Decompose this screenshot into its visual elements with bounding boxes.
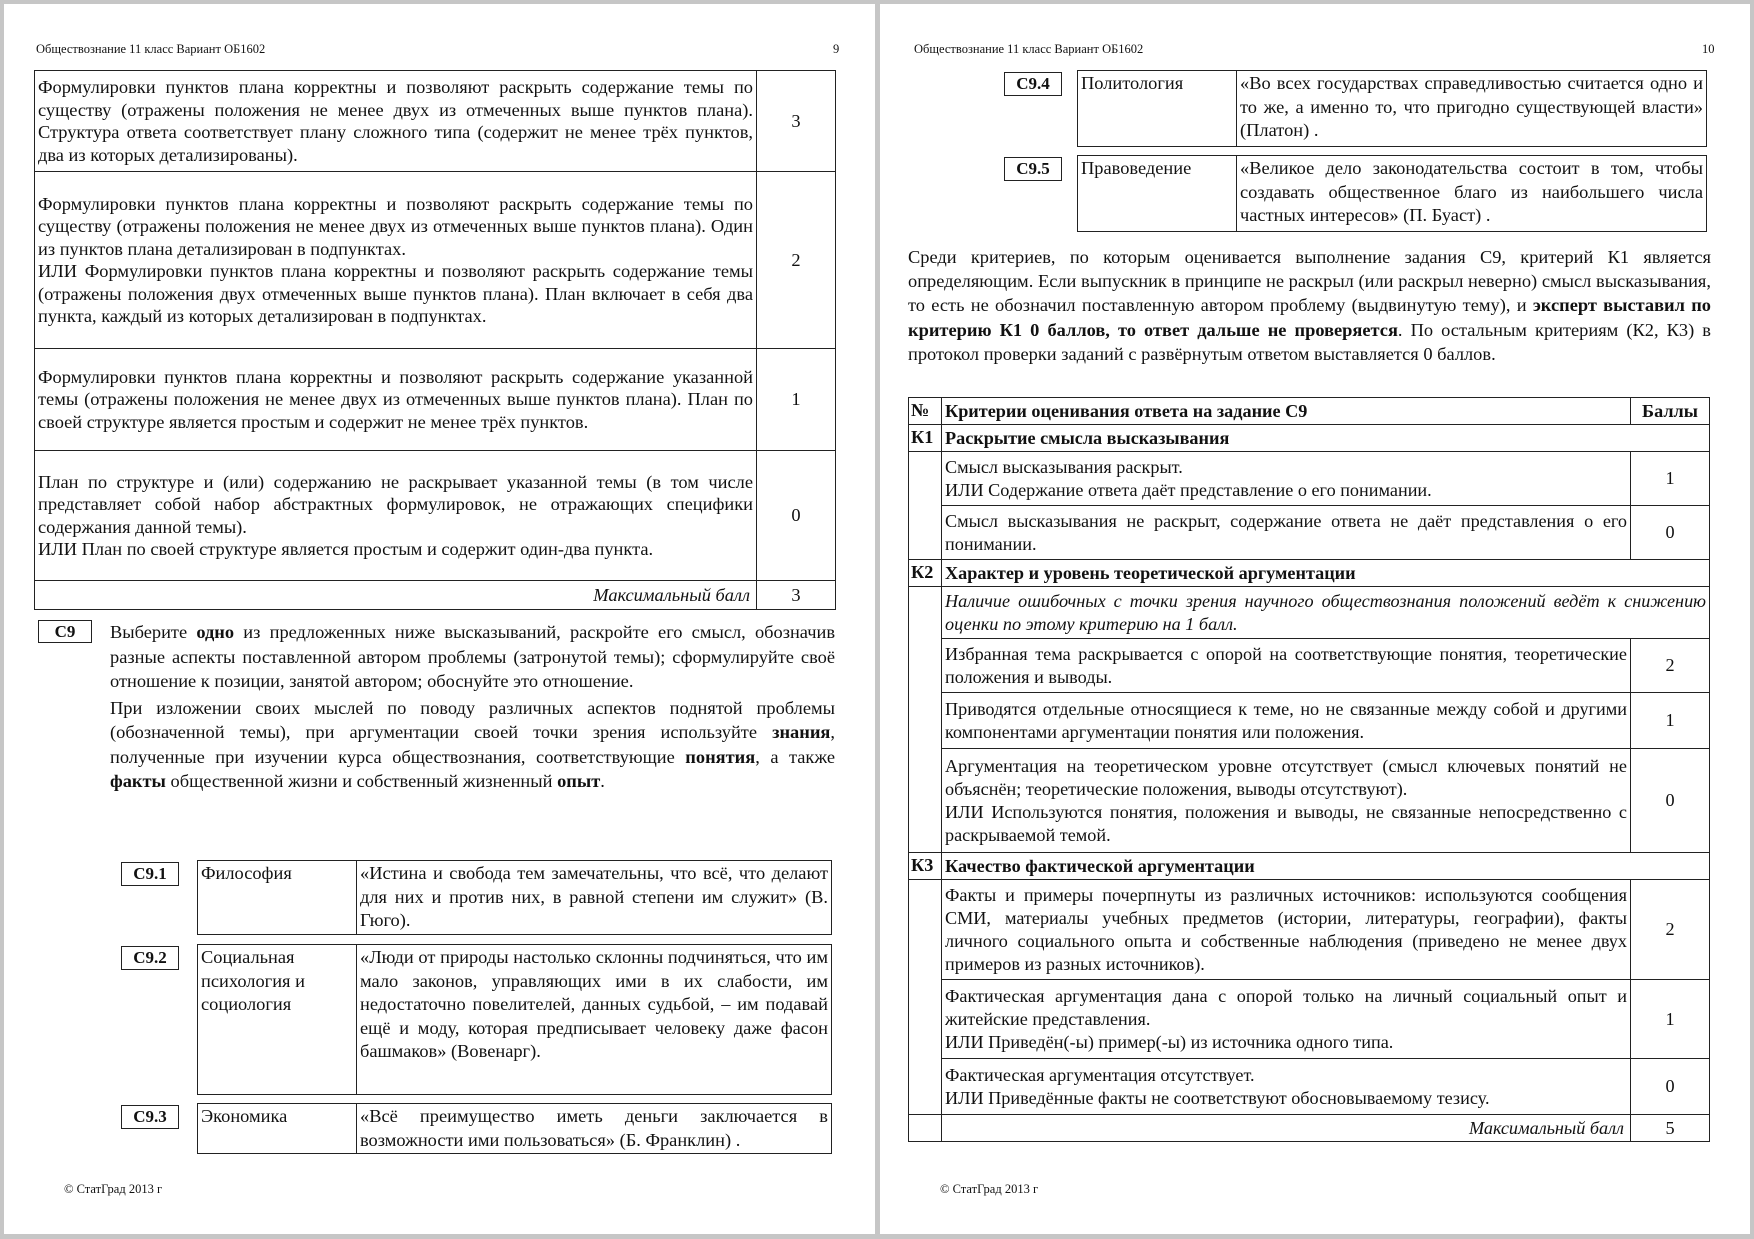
score-value: 0: [757, 451, 836, 581]
criteria-intro: Среди критериев, по которым оценивается выполнение задания С9, критерий К1 является определяющим. Если выпускник в принципе не раскрыл (или раскрыл неверно) смысл высказывания, то есть не обозначил поставленную автором проблему (выдвинутую тему), и эксперт выставил по критерию К1 0 баллов, то ответ дальше не проверяется. По остальным критериям (К2, К3) в протокол проверки заданий с развёрнутым ответом выставляется 0 баллов.: [908, 247, 1711, 364]
col-header-points: Баллы: [1631, 398, 1710, 425]
criterion-row: [909, 880, 1710, 980]
criterion-note: Наличие ошибочных с точки зрения научного обществознания положений ведёт к снижению оценки по этому критерию на 1 балл.: [942, 587, 1710, 639]
criterion-line: ИЛИ Содержание ответа даёт представление о его понимании.: [945, 479, 1432, 500]
score-row: [35, 349, 836, 451]
criterion-code: К2: [909, 560, 942, 587]
criterion-text: ИЛИ Формулировки пунктов плана корректны и позволяют раскрыть содержание темы (отражены положения двух отмеченных выше пунктов плана). План включает в себя два пункта, каждый из которых детализирован в подпунктах.: [38, 261, 753, 326]
score-value: 1: [1631, 980, 1710, 1059]
criterion-section-row: [909, 853, 1710, 880]
score-row: [35, 172, 836, 349]
quote-table: [197, 944, 832, 1095]
criterion-row: [909, 639, 1710, 693]
criterion-row: [909, 749, 1710, 853]
quote-code: С9.4: [1004, 72, 1062, 96]
quote-field: Социальная психология и социология: [198, 945, 357, 1095]
task-paragraph-1: Выберите одно из предложенных ниже высказываний, раскройте его смысл, обозначив разные аспекты поставленной автором проблемы (затронутой темы); сформулируйте своё отношение к позиции, занятой автором; обоснуйте это отношение.: [110, 622, 836, 691]
page-footer: © СтатГрад 2013 г: [64, 1182, 163, 1196]
quote-field: Философия: [198, 861, 357, 935]
quote-field: Политология: [1078, 71, 1237, 147]
criterion-row: [909, 693, 1710, 749]
score-row: [35, 71, 836, 172]
criterion-note-row: [909, 587, 1710, 639]
score-value: 2: [1631, 639, 1710, 693]
criterion-text: Формулировки пунктов плана корректны и позволяют раскрыть содержание указанной темы (отражены положения не менее двух из отмеченных выше пунктов плана). План по своей структуре является простым и содержит не менее трёх пунктов.: [38, 366, 753, 432]
quote-text: «Люди от природы настолько склонны подчиняться, что им мало законов, управляющих ими в их слабости, им недостаточно повелителей, данных судьбой, – им подавай ещё и моду, которая предписывает человеку даже фасон башмаков» (Вовенарг).: [357, 945, 832, 1095]
criterion-text: Формулировки пунктов плана корректны и позволяют раскрыть содержание темы по существу (отражены положения не менее двух из отмеченных выше пунктов плана). Структура ответа соответствует плану сложного типа (содержит не менее трёх пунктов, два из которых детализированы).: [38, 77, 753, 165]
quote-text: «Великое дело законодательства состоит в том, чтобы создавать общественное благо из наибольшего числа частных интересов» (П. Буаст) .: [1237, 156, 1707, 232]
criterion-code: К3: [909, 853, 942, 880]
task-instructions: [110, 620, 835, 794]
criterion-line: ИЛИ Приведённые факты не соответствуют обосновываемому тезису.: [945, 1087, 1490, 1108]
criterion-line: Факты и примеры почерпнуты из различных источников: используются сообщения СМИ, материалы учебных предметов (истории, литературы, географии), факты личного социального опыта и собственные наблюдения (приведено не менее двух примеров из разных источников).: [942, 880, 1631, 980]
criterion-title: Качество фактической аргументации: [942, 853, 1710, 880]
criterion-line: Аргументация на теоретическом уровне отсутствует (смысл ключевых понятий не объяснён; теоретические положения, выводы отсутствуют).: [945, 755, 1627, 799]
quote-field: Правоведение: [1078, 156, 1237, 232]
max-score-row: [35, 581, 836, 610]
quote-code: С9.2: [121, 946, 179, 970]
max-score-label: Максимальный балл: [942, 1115, 1631, 1142]
score-value: 2: [1631, 880, 1710, 980]
quote-field: Экономика: [198, 1104, 357, 1154]
quote-code: С9.3: [121, 1105, 179, 1129]
criteria-header-row: [909, 398, 1710, 425]
criterion-row: [909, 506, 1710, 560]
quote-text: «Всё преимущество иметь деньги заключается в возможности ими пользоваться» (Б. Франклин) .: [357, 1104, 832, 1154]
col-header-criteria: Критерии оценивания ответа на задание С9: [942, 398, 1631, 425]
criterion-title: Характер и уровень теоретической аргументации: [942, 560, 1710, 587]
criterion-line: Фактическая аргументация дана с опорой только на личный социальный опыт и житейские представления.: [945, 985, 1627, 1029]
page-footer: © СтатГрад 2013 г: [940, 1182, 1039, 1196]
score-value: 0: [1631, 1059, 1710, 1115]
score-value: 1: [1631, 452, 1710, 506]
criterion-line: Приводятся отдельные относящиеся к теме, но не связанные между собой и другими компонентами аргументации понятия или положения.: [942, 693, 1631, 749]
criterion-line: Фактическая аргументация отсутствует.: [945, 1064, 1255, 1085]
criterion-line: ИЛИ Приведён(-ы) пример(-ы) из источника одного типа.: [945, 1031, 1394, 1052]
criterion-section-row: [909, 560, 1710, 587]
criterion-row: [909, 980, 1710, 1059]
score-row: [35, 451, 836, 581]
criterion-code: К1: [909, 425, 942, 452]
score-value: 3: [757, 71, 836, 172]
criterion-row: [909, 1059, 1710, 1115]
max-score-value: 3: [757, 581, 836, 610]
max-score-label: Максимальный балл: [35, 581, 757, 610]
score-value: 1: [1631, 693, 1710, 749]
score-value: 1: [757, 349, 836, 451]
page-header-title: Обществознание 11 класс Вариант ОБ1602: [914, 42, 1144, 56]
criterion-text: Формулировки пунктов плана корректны и позволяют раскрыть содержание темы по существу (отражены положения не менее двух из отмеченных выше пунктов плана). Один из пунктов плана детализирован в подпунктах.: [38, 193, 753, 259]
quote-text: «Во всех государствах справедливостью считается одно и то же, а именно то, что пригодно существующей власти» (Платон) .: [1237, 71, 1707, 147]
quote-table: [197, 1103, 832, 1154]
score-value: 0: [1631, 506, 1710, 560]
criterion-text: План по структуре и (или) содержанию не раскрывает указанной темы (в том числе представляет собой набор абстрактных формулировок, не отражающих специфики содержания данной темы).: [38, 471, 753, 537]
max-score-row: [909, 1115, 1710, 1142]
quote-code: С9.1: [121, 862, 179, 886]
page-9: [4, 4, 875, 1234]
page-number: 10: [1702, 42, 1715, 56]
quote-code: С9.5: [1004, 157, 1062, 181]
score-value: 2: [757, 172, 836, 349]
quote-table: [197, 860, 832, 935]
task-paragraph-2: При изложении своих мыслей по поводу различных аспектов поднятой проблемы (обозначенной темы), при аргументации своей точки зрения используйте знания, полученные при изучении курса обществознания, соответствующие понятия, а также факты общественной жизни и собственный жизненный опыт.: [110, 697, 835, 791]
criterion-line: Избранная тема раскрывается с опорой на соответствующие понятия, теоретические положения и выводы.: [942, 639, 1631, 693]
score-table: [34, 70, 836, 610]
page-10: [880, 4, 1750, 1234]
quote-table: [1077, 155, 1707, 232]
criterion-section-row: [909, 425, 1710, 452]
quote-text: «Истина и свобода тем замечательны, что всё, что делают для них и против них, в равной степени им служит» (В. Гюго).: [357, 861, 832, 935]
criterion-text: ИЛИ План по своей структуре является простым и содержит один-два пункта.: [38, 539, 654, 559]
criterion-line: Смысл высказывания не раскрыт, содержание ответа не даёт представления о его понимании.: [942, 506, 1631, 560]
task-code: С9: [38, 620, 92, 643]
criteria-table: [908, 397, 1710, 1142]
col-header-no: №: [909, 398, 942, 425]
page-header-title: Обществознание 11 класс Вариант ОБ1602: [36, 42, 266, 56]
criterion-row: [909, 452, 1710, 506]
criterion-line: Смысл высказывания раскрыт.: [945, 456, 1183, 477]
criterion-title: Раскрытие смысла высказывания: [942, 425, 1710, 452]
page-number: 9: [833, 42, 840, 56]
max-score-value: 5: [1631, 1115, 1710, 1142]
quote-table: [1077, 70, 1707, 147]
criterion-line: ИЛИ Используются понятия, положения и выводы, не связанные непосредственно с раскрываемой темой.: [945, 801, 1627, 845]
score-value: 0: [1631, 749, 1710, 853]
